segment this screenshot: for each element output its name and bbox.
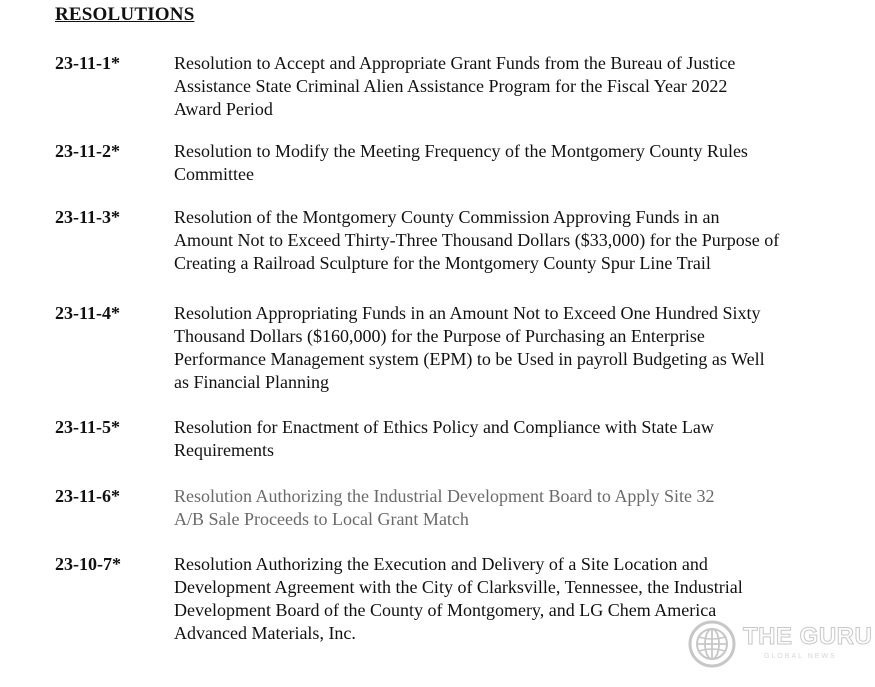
- resolution-line: Assistance State Criminal Alien Assistance Program for the Fiscal Year 2022: [174, 76, 728, 96]
- resolution-title: [174, 416, 854, 462]
- resolution-line: Creating a Railroad Sculpture for the Montgomery County Spur Line Trail: [174, 253, 711, 273]
- resolution-line: Resolution for Enactment of Ethics Policy and Compliance with State Law: [174, 417, 714, 437]
- resolution-line: Development Board of the County of Montgomery, and LG Chem America: [174, 600, 717, 620]
- resolution-number: 23-11-5*: [55, 417, 120, 437]
- resolution-line: Resolution to Modify the Meeting Frequency of the Montgomery County Rules: [174, 141, 748, 161]
- resolution-title: [174, 206, 854, 275]
- resolution-line: Resolution Authorizing the Execution and Delivery of a Site Location and: [174, 554, 708, 574]
- resolution-title: [174, 140, 854, 186]
- resolution-number: 23-11-6*: [55, 486, 120, 506]
- resolution-number: 23-11-2*: [55, 141, 120, 161]
- section-heading: RESOLUTIONS: [55, 4, 195, 25]
- watermark-subtitle: GLOBAL NEWS: [764, 653, 837, 660]
- resolution-title: [174, 52, 854, 121]
- resolution-number: 23-11-3*: [55, 207, 120, 227]
- globe-logo-icon: [688, 620, 736, 668]
- resolution-line: Thousand Dollars ($160,000) for the Purpose of Purchasing an Enterprise: [174, 326, 705, 346]
- resolution-line: Resolution Authorizing the Industrial Development Board to Apply Site 32: [174, 486, 715, 506]
- resolution-number: 23-11-1*: [55, 53, 120, 73]
- resolution-number: 23-10-7*: [55, 554, 121, 574]
- resolution-line: Resolution of the Montgomery County Commission Approving Funds in an: [174, 207, 720, 227]
- resolution-line: A/B Sale Proceeds to Local Grant Match: [174, 509, 469, 529]
- resolution-line: Development Agreement with the City of Clarksville, Tennessee, the Industrial: [174, 577, 743, 597]
- resolution-line: Award Period: [174, 99, 273, 119]
- resolution-line: Performance Management system (EPM) to be Used in payroll Budgeting as Well: [174, 349, 765, 369]
- resolution-title: [174, 485, 854, 531]
- watermark: [688, 620, 873, 672]
- resolution-line: Advanced Materials, Inc.: [174, 623, 356, 643]
- resolution-line: Resolution to Accept and Appropriate Grant Funds from the Bureau of Justice: [174, 53, 736, 73]
- resolution-line: Amount Not to Exceed Thirty-Three Thousand Dollars ($33,000) for the Purpose of: [174, 230, 780, 250]
- watermark-title: THE GURU: [743, 623, 873, 650]
- resolution-line: Requirements: [174, 440, 274, 460]
- resolution-line: Resolution Appropriating Funds in an Amount Not to Exceed One Hundred Sixty: [174, 303, 761, 323]
- resolution-line: as Financial Planning: [174, 372, 329, 392]
- resolution-title: [174, 302, 854, 394]
- resolution-number: 23-11-4*: [55, 303, 120, 323]
- resolution-line: Committee: [174, 164, 254, 184]
